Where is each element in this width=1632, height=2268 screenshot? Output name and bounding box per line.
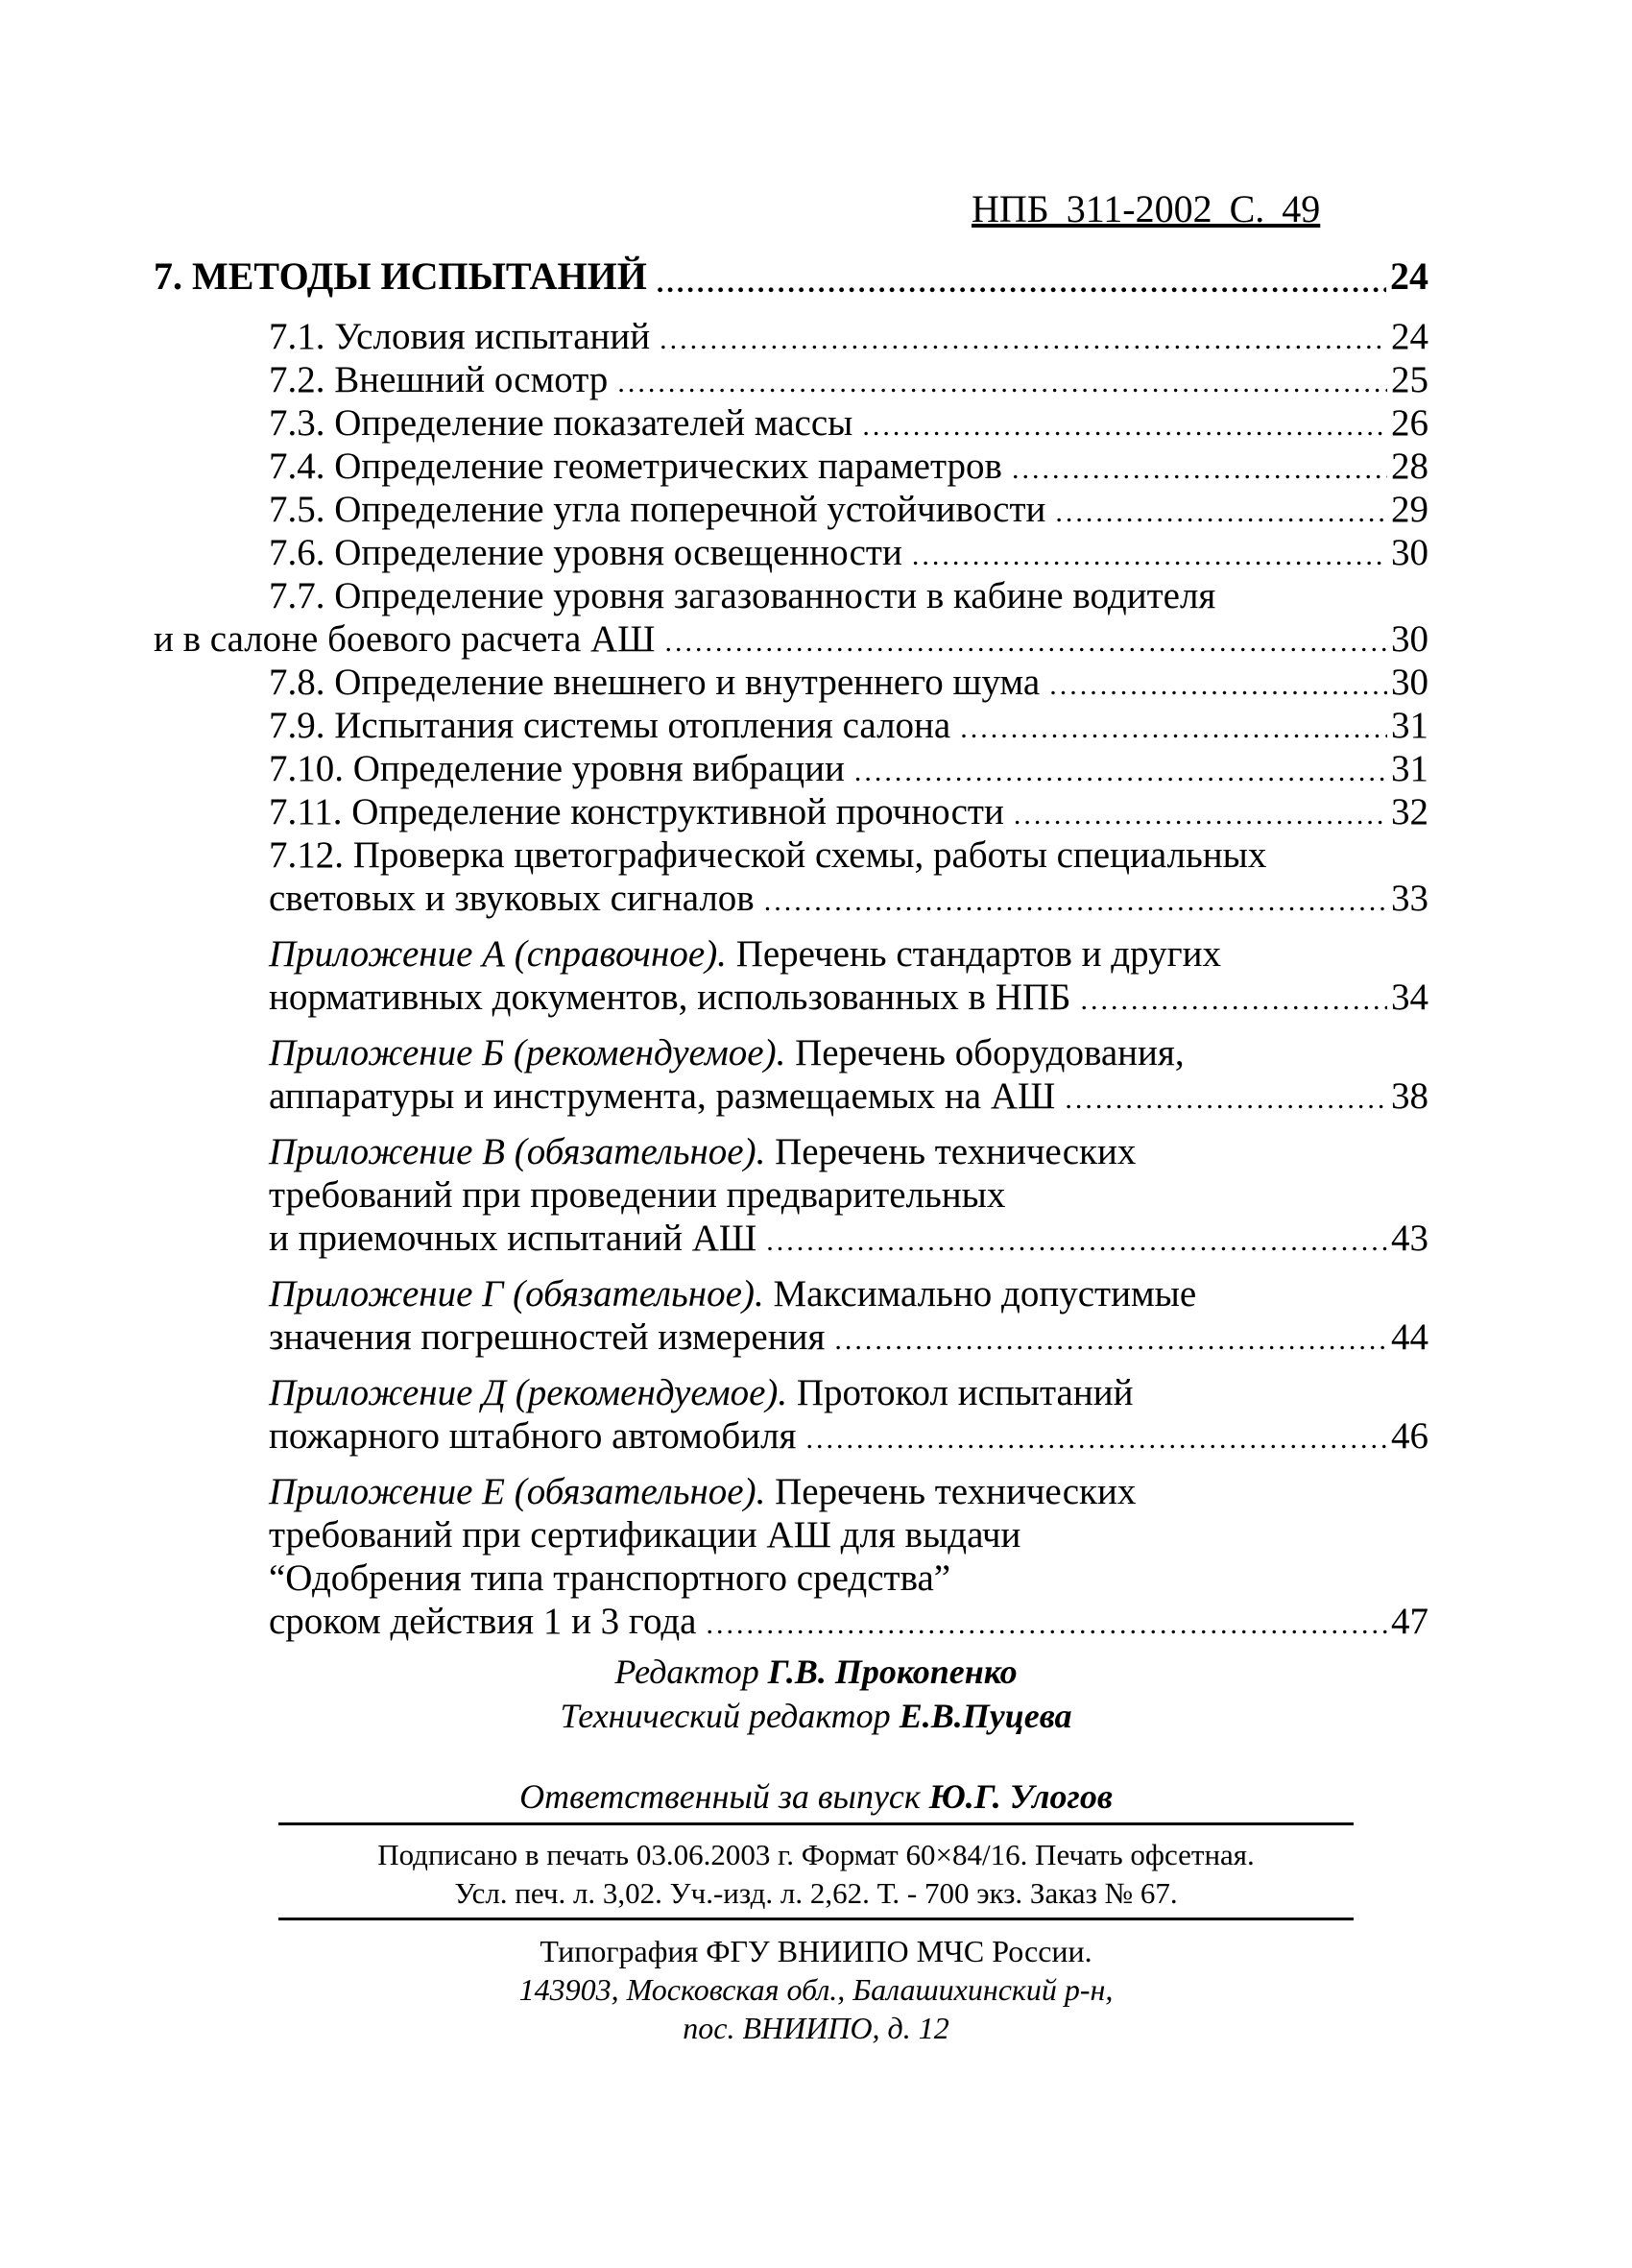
dot-leader (1055, 503, 1387, 522)
toc-page-number: 26 (1391, 402, 1428, 444)
dot-leader (660, 330, 1387, 350)
toc-item (154, 401, 1428, 445)
toc-item (154, 1217, 1428, 1260)
appendix-heading-line (154, 1031, 1428, 1074)
editor-name: Г.В. Прокопенко (767, 1653, 1018, 1691)
editor-line (0, 1650, 1632, 1694)
tech-editor-label: Технический редактор (560, 1697, 891, 1735)
dot-leader (912, 546, 1387, 566)
appendix-label: Приложение Г (обязательное). (269, 1273, 764, 1315)
responsible-line (0, 1774, 1632, 1819)
appendix-line: требований при сертификации АШ для выдачи (269, 1514, 1021, 1556)
toc-page-number: 28 (1391, 446, 1428, 487)
toc-page-number: 25 (1391, 359, 1428, 400)
toc-item (154, 704, 1428, 747)
appendix-heading-line (154, 932, 1428, 976)
appendix-heading-rest: Перечень технических (765, 1471, 1137, 1512)
toc-item (154, 790, 1428, 833)
dot-leader (806, 1430, 1388, 1449)
appendix-heading-rest: Максимально допустимые (763, 1273, 1197, 1315)
toc-item-title: 7.4. Определение геометрических параметров (269, 446, 1002, 487)
responsible-label: Ответственный за выпуск (519, 1777, 921, 1816)
toc-page-number: 24 (1391, 316, 1428, 357)
toc-page-number: 30 (1391, 662, 1428, 703)
dot-leader (1014, 806, 1387, 825)
toc-item-title: 7.1. Условия испытаний (269, 316, 651, 357)
toc-item (154, 488, 1428, 531)
toc-item-title: 7.5. Определение угла поперечной устойчивости (269, 489, 1046, 530)
toc-appendix-a (154, 932, 1428, 1019)
toc-item-title: аппаратуры и инструмента, размещаемых на АШ (269, 1075, 1056, 1117)
toc-page-number: 47 (1391, 1601, 1428, 1642)
dot-leader (1065, 1090, 1387, 1109)
appendix-heading-line (154, 1371, 1428, 1414)
toc-item (154, 1414, 1428, 1458)
imprint-line-2: Усл. печ. л. 3,02. Уч.-изд. л. 2,62. Т. - 700 экз. Заказ № 67. (454, 1876, 1178, 1910)
toc-section-7 (154, 252, 1428, 302)
toc-page-number: 38 (1391, 1075, 1428, 1117)
editor-label: Редактор (614, 1653, 759, 1691)
toc-item-title: пожарного штабного автомобиля (269, 1415, 797, 1457)
toc-item-title: 7.2. Внешний осмотр (269, 359, 609, 400)
toc-item (154, 976, 1428, 1019)
appendix-label: Приложение Е (обязательное). (269, 1471, 766, 1512)
appendix-label: Приложение Б (рекомендуемое). (269, 1032, 786, 1074)
dot-leader (766, 1232, 1387, 1251)
dot-leader (1080, 991, 1387, 1010)
tech-editor-line (0, 1694, 1632, 1738)
toc-page-number: 31 (1391, 748, 1428, 789)
toc-item (154, 877, 1428, 920)
imprint-block (278, 1836, 1354, 1913)
appendix-heading-line (154, 1470, 1428, 1513)
dot-leader (657, 274, 1386, 293)
toc-section-title: 7. МЕТОДЫ ИСПЫТАНИЙ (154, 254, 647, 298)
table-of-contents (154, 252, 1428, 1643)
toc-item-title: и в салоне боевого расчета АШ (154, 618, 656, 660)
toc-item (154, 531, 1428, 574)
toc-page-number: 32 (1391, 791, 1428, 832)
printer-block (278, 1932, 1354, 2047)
toc-appendix-e (154, 1470, 1428, 1643)
toc-item (154, 315, 1428, 358)
divider-top (278, 1822, 1354, 1825)
responsible-name: Ю.Г. Улогов (928, 1777, 1113, 1816)
toc-item-line: 7.12. Проверка цветографической схемы, работы специальных (269, 834, 1267, 876)
appendix-label: Приложение В (обязательное). (269, 1131, 766, 1172)
tech-editor-name: Е.В.Пуцева (899, 1697, 1072, 1735)
toc-item-title: нормативных документов, использованных в НПБ (269, 977, 1071, 1018)
appendix-label: Приложение Д (рекомендуемое). (269, 1372, 788, 1413)
dot-leader (1049, 676, 1387, 695)
toc-item-title: 7.3. Определение показателей массы (269, 402, 853, 444)
dot-leader (707, 1615, 1388, 1634)
appendix-heading-rest: Перечень оборудования, (785, 1032, 1185, 1074)
appendix-line: требований при проведении предварительных (269, 1174, 1006, 1216)
toc-item (154, 1315, 1428, 1359)
toc-page-number: 46 (1391, 1415, 1428, 1457)
toc-appendix-g (154, 1272, 1428, 1359)
toc-item-title: световых и звуковых сигналов (269, 878, 755, 919)
toc-item (154, 1600, 1428, 1643)
divider-bottom (278, 1918, 1354, 1920)
imprint-line-1: Подписано в печать 03.06.2003 г. Формат 60×84/16. Печать офсетная. (377, 1838, 1255, 1871)
toc-page-number: 31 (1391, 705, 1428, 746)
dot-leader (665, 633, 1387, 652)
toc-item (154, 358, 1428, 401)
appendix-label: Приложение А (справочное). (269, 933, 727, 975)
toc-page-number: 24 (1390, 254, 1428, 298)
appendix-heading-rest: Перечень технических (765, 1131, 1137, 1172)
credits-block (0, 1650, 1632, 1738)
printer-address-line-1: 143903, Московская обл., Балашихинский р-н, (518, 1972, 1114, 2007)
toc-item-title: 7.10. Определение уровня вибрации (269, 748, 845, 789)
toc-item-title: и приемочных испытаний АШ (269, 1218, 757, 1259)
appendix-line: “Одобрения типа транспортного средства” (269, 1557, 951, 1599)
toc-item-title: сроком действия 1 и 3 года (269, 1601, 697, 1642)
toc-page-number: 29 (1391, 489, 1428, 530)
toc-page-number: 43 (1391, 1218, 1428, 1259)
toc-item (154, 617, 1428, 661)
toc-appendix-b (154, 1031, 1428, 1118)
toc-page-number: 33 (1391, 878, 1428, 919)
toc-item-line: 7.7. Определение уровня загазованности в кабине водителя (269, 575, 1216, 616)
toc-appendix-v (154, 1130, 1428, 1260)
printer-address-line-2: пос. ВНИИПО, д. 12 (683, 2011, 949, 2045)
dot-leader (960, 719, 1387, 738)
dot-leader (1012, 460, 1387, 479)
toc-page-number: 30 (1391, 532, 1428, 573)
toc-item-title: 7.8. Определение внешнего и внутреннего шума (269, 662, 1041, 703)
toc-page-number: 34 (1391, 977, 1428, 1018)
toc-appendix-d (154, 1371, 1428, 1458)
toc-item-title: 7.11. Определение конструктивной прочности (269, 791, 1004, 832)
dot-leader (764, 892, 1387, 911)
toc-item-title: значения погрешностей измерения (269, 1316, 826, 1358)
appendix-heading-rest: Перечень стандартов и других (726, 933, 1221, 975)
toc-item-title: 7.9. Испытания системы отопления салона (269, 705, 951, 746)
toc-item-title: 7.6. Определение уровня освещенности (269, 532, 902, 573)
appendix-heading-line (154, 1272, 1428, 1315)
dot-leader (862, 417, 1387, 436)
page-header: НПБ 311-2002 С. 49 (972, 187, 1321, 230)
toc-page-number: 44 (1391, 1316, 1428, 1358)
toc-page-number: 30 (1391, 618, 1428, 660)
dot-leader (834, 1331, 1387, 1350)
printer-name: Типография ФГУ ВНИИПО МЧС России. (540, 1934, 1092, 1968)
toc-item (154, 747, 1428, 790)
appendix-heading-line (154, 1130, 1428, 1173)
dot-leader (617, 374, 1387, 393)
toc-item (154, 661, 1428, 704)
toc-item (154, 1074, 1428, 1118)
toc-item (154, 445, 1428, 488)
appendix-heading-rest: Протокол испытаний (787, 1372, 1134, 1413)
dot-leader (854, 762, 1387, 782)
